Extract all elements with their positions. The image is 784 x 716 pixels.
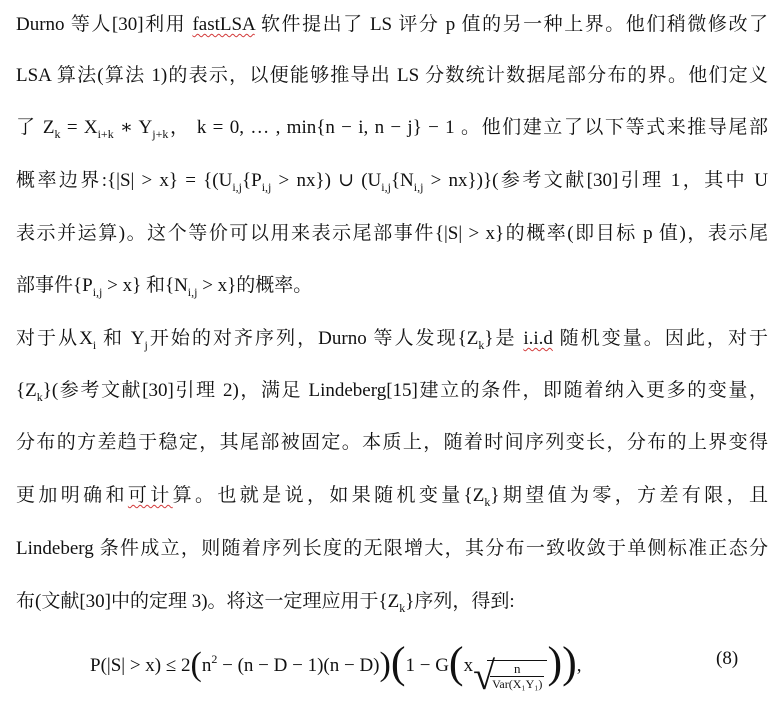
- text: {Z: [16, 380, 37, 401]
- text: }是: [484, 328, 524, 349]
- text: {P: [242, 170, 262, 191]
- text: > nx}) ∪ (U: [271, 170, 382, 191]
- text: > nx})}(参考文献[30]引理 1，其中 U: [423, 170, 768, 191]
- text: }期望值为零，方差有限，且: [490, 485, 768, 506]
- text: Durno 等人[30]利用: [16, 14, 193, 35]
- p1-line-6: [16, 273, 768, 305]
- sqrt-sign: √: [473, 653, 496, 698]
- frac-numerator: n: [490, 662, 544, 677]
- equation-number: (8): [716, 648, 739, 669]
- text: 部事件{P: [16, 275, 93, 296]
- subscript: k: [478, 338, 485, 352]
- frac-denominator: Var(X₁Y₁): [492, 677, 543, 692]
- subscript: i,j: [232, 180, 242, 194]
- fraction: [490, 662, 544, 691]
- subscript: i,j: [413, 180, 424, 194]
- subscript: k: [36, 390, 43, 404]
- left-big-paren: (: [390, 638, 406, 687]
- subscript: i,j: [261, 180, 272, 194]
- text: 概率边界:{|S| > x} = {(U: [16, 170, 233, 191]
- text: 更加明确和: [16, 485, 128, 506]
- p1-line-3: [16, 115, 768, 147]
- sqrt: [473, 653, 547, 698]
- right-paren: ): [379, 646, 391, 683]
- p2-line-5: Lindeberg 条件成立，则随着序列长度的无限增大，其分布一致收敛于单侧标准正态分: [16, 538, 768, 559]
- text: 开始的对齐序列，Durno 等人发现{Z: [147, 328, 479, 349]
- text: ∗ Y: [113, 117, 153, 138]
- eq-lhs: P(|S| > x) ≤ 2: [90, 655, 191, 676]
- keji-term: 可计: [127, 485, 173, 506]
- superscript: 2: [211, 652, 218, 666]
- p2-line-1: [16, 326, 768, 358]
- text: 和 Y: [96, 328, 145, 349]
- text: 布(文献[30]中的定理 3)。将这一定理应用于{Z: [16, 591, 400, 612]
- eq-n: n: [201, 655, 212, 676]
- p2-line-6: [16, 589, 768, 621]
- text: > x}的概率。: [197, 275, 313, 296]
- equation-body: [90, 638, 582, 698]
- subscript: k: [399, 601, 406, 615]
- eq-tail: ,: [576, 655, 582, 676]
- subscript: j: [144, 338, 148, 352]
- subscript: k: [484, 495, 491, 509]
- left-big-paren-2: (: [448, 638, 464, 687]
- subscript: i+k: [97, 127, 114, 141]
- p2-line-4: [16, 483, 768, 515]
- text: 软件提出了 LS 评分 p 值的另一种上界。他们稍微修改了: [254, 14, 768, 35]
- text: 了 Z: [16, 117, 55, 138]
- text: 随机变量。因此，对于: [552, 328, 768, 349]
- text: > x} 和{N: [102, 275, 188, 296]
- subscript: j+k: [152, 127, 169, 141]
- right-big-paren-2: ): [547, 638, 563, 687]
- subscript: k: [54, 127, 61, 141]
- subscript: i,j: [92, 285, 103, 299]
- eq-inner: − (n − D − 1)(n − D): [217, 655, 380, 676]
- eq-rhs: 1 − G: [405, 655, 449, 676]
- p2-line-2: [16, 378, 768, 410]
- text: 对于从X: [16, 328, 93, 349]
- subscript: i: [92, 338, 97, 352]
- iid-term: i.i.d: [523, 328, 553, 349]
- fastlsa-term: fastLSA: [192, 14, 255, 35]
- text: ， k = 0, … , min{n − i, n − j} − 1 。他们建立了以下等式来推导尾部: [168, 117, 769, 138]
- text: {N: [390, 170, 414, 191]
- right-big-paren: ): [562, 638, 577, 687]
- text: = X: [60, 117, 98, 138]
- p1-line-4: [16, 168, 768, 200]
- subscript: i,j: [187, 285, 198, 299]
- left-paren: (: [190, 646, 202, 683]
- p1-line-2: LSA 算法(算法 1)的表示，以便能够推导出 LS 分数统计数据尾部分布的界。他们定义: [16, 65, 768, 86]
- subscript: i,j: [381, 180, 391, 194]
- equation-8: [0, 634, 784, 710]
- eq-x: x: [463, 655, 474, 676]
- p1-line-5: 表示并运算)。这个等价可以用来表示尾部事件{|S| > x}的概率(即目标 p 值)，表示尾: [16, 223, 768, 244]
- text: }序列，得到:: [405, 591, 515, 612]
- text: 算。也就是说，如果随机变量{Z: [172, 485, 485, 506]
- sqrt-body: [487, 660, 547, 691]
- text: }(参考文献[30]引理 2)，满足 Lindeberg[15]建立的条件，即随着纳入更多的变量，: [42, 380, 768, 401]
- p2-line-3: 分布的方差趋于稳定，其尾部被固定。本质上，随着时间序列变长，分布的上界变得: [16, 432, 768, 453]
- p1-line-1: [16, 12, 768, 38]
